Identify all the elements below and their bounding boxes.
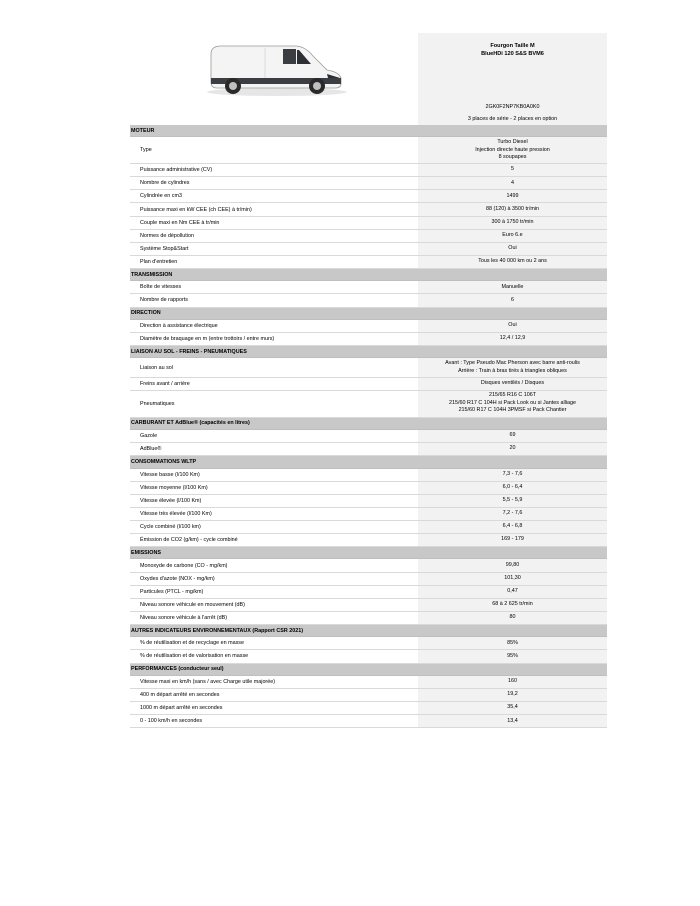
spec-value [418, 469, 607, 481]
spec-value [418, 715, 607, 727]
spec-label: Vitesse maxi en km/h (sans / avec Charge utile majorée) [140, 678, 276, 685]
spec-row [130, 612, 607, 625]
spec-value [418, 508, 607, 520]
spec-value-line: Arrière : Train à bras tirés à triangles obliques [458, 367, 567, 374]
spec-value-line: 68 à 2 625 tr/min [492, 601, 533, 608]
spec-value-line: 13,4 [507, 717, 518, 724]
spec-value [418, 294, 607, 306]
spec-row [130, 573, 607, 586]
spec-value [418, 689, 607, 701]
spec-row [130, 137, 607, 164]
section-header: TRANSMISSION [130, 269, 607, 281]
spec-row [130, 689, 607, 702]
spec-value [418, 137, 607, 163]
spec-label: Puissance administrative (CV) [140, 167, 213, 174]
spec-row [130, 281, 607, 294]
spec-value [418, 358, 607, 376]
spec-label: Plan d'entretien [140, 258, 178, 265]
spec-label: Cylindrée en cm3 [140, 193, 182, 200]
spec-label: Système Stop&Start [140, 245, 189, 252]
code-row [130, 101, 607, 113]
spec-row [130, 217, 607, 230]
spec-row [130, 230, 607, 243]
spec-label: Diamètre de braquage en m (entre trottoirs / entre murs) [140, 336, 275, 343]
spec-row [130, 495, 607, 508]
spec-value [418, 612, 607, 624]
spec-label: Monoxyde de carbone (CO - mg/km) [140, 562, 228, 569]
spec-value [418, 495, 607, 507]
spec-label: Particules (PTCL - mg/km) [140, 588, 204, 595]
spec-row [130, 294, 607, 307]
spec-row [130, 443, 607, 456]
spec-label: Freins avant / arrière [140, 380, 190, 387]
spec-row [130, 637, 607, 650]
model-line2: BlueHDi 120 S&S BVM6 [481, 51, 544, 57]
spec-value-line: 6,0 - 6,4 [502, 483, 523, 490]
spec-value-line: 6,4 - 6,8 [502, 523, 523, 530]
spec-row [130, 358, 607, 377]
spec-value [418, 534, 607, 546]
spec-label: Liaison au sol [140, 364, 173, 371]
spec-table [130, 125, 607, 728]
spec-label: Normes de dépollution [140, 232, 194, 239]
spec-row [130, 391, 607, 418]
spec-value-line: 7,3 - 7,6 [502, 470, 523, 477]
spec-value-line: Oui [508, 245, 517, 252]
spec-value-line: Injection directe haute pression [475, 146, 550, 153]
section-header: CONSOMMATIONS WLTP [130, 456, 607, 468]
spec-label: Type [140, 147, 152, 154]
section-header: PERFORMANCES (conducteur seul) [130, 664, 607, 676]
spec-value [418, 256, 607, 268]
spec-value [418, 217, 607, 229]
spec-value-line: 35,4 [507, 704, 518, 711]
section-header: MOTEUR [130, 125, 607, 137]
spec-label: Nombre de rapports [140, 297, 188, 304]
spec-value-line: 5,5 - 5,9 [502, 497, 523, 504]
spec-label: Nombre de cylindres [140, 180, 190, 187]
spec-label: Vitesse moyenne (l/100 Km) [140, 484, 208, 491]
sheet-header [130, 33, 607, 101]
spec-value-line: 1499 [506, 192, 519, 199]
spec-label: 400 m départ arrêté en secondes [140, 692, 220, 699]
spec-row [130, 559, 607, 572]
spec-row [130, 190, 607, 203]
section-header: AUTRES INDICATEURS ENVIRONNEMENTAUX (Rapport CSR 2021) [130, 625, 607, 637]
spec-value-line: 85% [507, 639, 518, 646]
spec-label: Oxydes d'azote (NOX - mg/km) [140, 575, 215, 582]
spec-row [130, 320, 607, 333]
spec-sheet [130, 33, 607, 728]
spec-value-line: 88 (120) à 3500 tr/min [485, 205, 540, 212]
spec-label: Gazole [140, 433, 158, 439]
spec-value-line: 19,2 [507, 691, 518, 698]
spec-value-line: 215/60 R17 C 104H 3PMSF si Pack Chantier [458, 407, 567, 414]
spec-value [418, 482, 607, 494]
spec-value [418, 281, 607, 293]
section-header: EMISSIONS [130, 547, 607, 559]
spec-label: Niveau sonore véhicule à l'arrêt (dB) [140, 614, 228, 621]
spec-value-line: 169 - 179 [501, 536, 524, 543]
model-code: 2GK0F2NP7KB0A0K0 [418, 101, 607, 113]
spec-value-line: 0,47 [507, 587, 518, 594]
spec-row [130, 177, 607, 190]
spec-row [130, 256, 607, 269]
spec-row [130, 243, 607, 256]
spec-label: Boîte de vitesses [140, 284, 182, 291]
spec-value-line: Turbo Diesel [497, 139, 528, 146]
spec-value-line: 99,80 [505, 561, 520, 568]
spec-row [130, 715, 607, 728]
spec-value [418, 164, 607, 176]
section-header: LIAISON AU SOL - FREINS - PNEUMATIQUES [130, 346, 607, 358]
spec-label: Puissance maxi en kW CEE (ch CEE) à tr/min) [140, 206, 252, 213]
spec-value-line: 7,2 - 7,6 [502, 510, 523, 517]
section-header: DIRECTION [130, 308, 607, 320]
spec-value [418, 676, 607, 688]
spec-row [130, 482, 607, 495]
section-header: CARBURANT ET AdBlue® (capacités en litres) [130, 418, 607, 430]
spec-row [130, 676, 607, 689]
spec-value-line: 101,30 [504, 574, 521, 581]
spec-label: Pneumatiques [140, 400, 175, 407]
spec-label: 0 - 100 km/h en secondes [140, 718, 203, 725]
spec-value [418, 559, 607, 571]
spec-value [418, 650, 607, 662]
spec-value-line: Tous les 40 000 km ou 2 ans [478, 258, 547, 265]
spec-label: % de réutilisation et de valorisation en masse [140, 653, 249, 660]
spec-value [418, 190, 607, 202]
van-illustration [199, 36, 349, 98]
seats-info: 3 places de série - 2 places en option [418, 113, 607, 125]
spec-value-line: 12,4 / 12,9 [499, 335, 526, 342]
spec-label: Émission de CO2 (g/km) - cycle combiné [140, 537, 238, 544]
spec-value-line: 4 [511, 179, 514, 186]
spec-value-line: 5 [511, 166, 514, 173]
spec-value [418, 378, 607, 390]
model-line1: Fourgon Taille M [490, 43, 535, 49]
model-column [418, 33, 607, 101]
spec-row [130, 702, 607, 715]
spec-label: Couple maxi en Nm CEE à tr/min [140, 219, 220, 226]
spec-label: Cycle combiné (l/100 km) [140, 523, 201, 530]
spec-value [418, 521, 607, 533]
spec-value [418, 391, 607, 417]
van-image [130, 33, 418, 101]
spec-row [130, 586, 607, 599]
spec-value [418, 702, 607, 714]
spec-value [418, 203, 607, 215]
spec-value-line: 80 [509, 614, 516, 621]
spec-row [130, 430, 607, 443]
spec-label: 1000 m départ arrêté en secondes [140, 705, 223, 712]
spec-row [130, 521, 607, 534]
spec-row [130, 333, 607, 346]
spec-value-line: 95% [507, 652, 518, 659]
spec-value-line: 300 à 1750 tr/min [491, 218, 534, 225]
spec-label: AdBlue® [140, 446, 162, 453]
spec-value-line: Manuelle [501, 283, 524, 290]
spec-label: Vitesse basse (l/100 Km) [140, 471, 200, 478]
spec-row [130, 469, 607, 482]
spec-value [418, 243, 607, 255]
spec-row [130, 650, 607, 663]
spec-label: Vitesse élevée (l/100 Km) [140, 497, 202, 504]
spec-value-line: 20 [509, 445, 516, 452]
spec-value [418, 230, 607, 242]
spec-value [418, 333, 607, 345]
spec-row [130, 164, 607, 177]
spec-label: % de réutilisation et de recyclage en masse [140, 640, 244, 647]
spec-label: Vitesse très élevée (l/100 Km) [140, 510, 212, 517]
spec-value-line: 8 soupapes [498, 154, 527, 161]
spec-row [130, 599, 607, 612]
spec-row [130, 378, 607, 391]
spec-row [130, 508, 607, 521]
spec-value [418, 637, 607, 649]
spec-value-line: 160 [508, 678, 517, 685]
spec-value-line: Disques ventilés / Disques [480, 379, 545, 386]
spec-label: Niveau sonore véhicule en mouvement (dB) [140, 601, 245, 608]
spec-value [418, 443, 607, 455]
spec-value-line: Oui [508, 322, 517, 329]
seats-row [130, 113, 607, 125]
spec-value [418, 320, 607, 332]
spec-value-line: Avant : Type Pseudo Mac Pherson avec barre anti-roulis [445, 360, 580, 367]
spec-value-line: Euro 6.e [502, 231, 523, 238]
spec-value [418, 573, 607, 585]
spec-value-line: 215/65 R16 C 106T [488, 392, 537, 399]
spec-value-line: 6 [511, 296, 514, 303]
spec-label: Direction à assistance électrique [140, 322, 218, 329]
spec-value-line: 215/60 R17 C 104H si Pack Look ou si Jantes alliage [448, 399, 577, 406]
spec-value [418, 599, 607, 611]
spec-value-line: 69 [509, 432, 516, 439]
spec-value [418, 177, 607, 189]
spec-value [418, 586, 607, 598]
spec-row [130, 203, 607, 216]
spec-row [130, 534, 607, 547]
spec-value [418, 430, 607, 442]
